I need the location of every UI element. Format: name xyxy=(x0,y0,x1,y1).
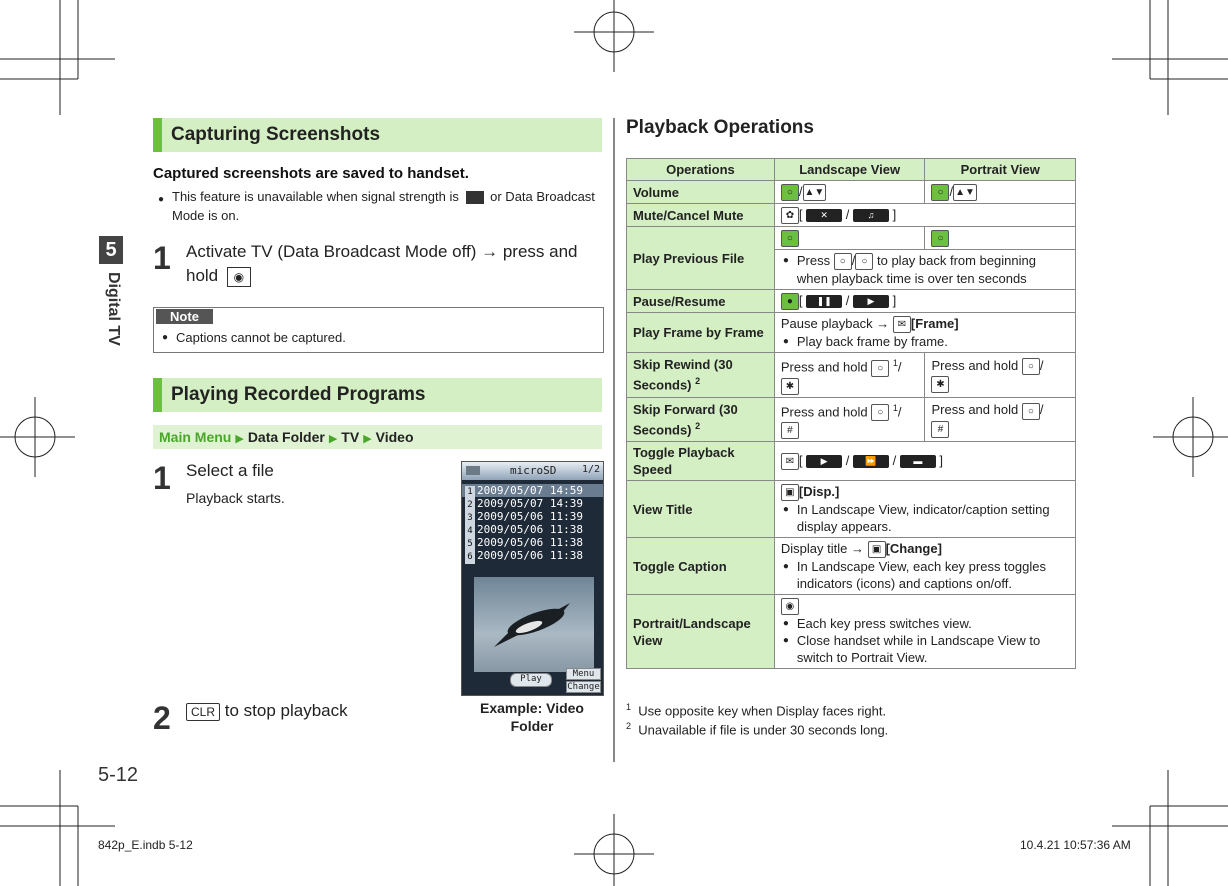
speaker-icon: ♫ xyxy=(853,209,889,222)
menu-softkey[interactable]: Menu xyxy=(566,668,601,680)
list-item[interactable]: 1 2009/05/07 14:59 xyxy=(462,484,603,497)
page-number: 5-12 xyxy=(98,764,139,786)
phone-title-bar: microSD 1/2 xyxy=(462,462,603,480)
playback-operations-table xyxy=(626,158,1076,669)
nav-key-icon: ○ xyxy=(1022,403,1040,420)
note-text: ● Captions cannot be captured. xyxy=(160,328,609,347)
asterisk-key-icon: ✱ xyxy=(781,378,799,395)
capture-step-text: Activate TV (Data Broadcast Mode off) → press and hold ◉ xyxy=(186,242,578,285)
tv-key-icon: ✿ xyxy=(781,207,799,224)
nav-key-icon: ○ xyxy=(781,184,799,201)
table-row: Play Frame by Frame Pause playback → ✉ [Frame] ● Play back frame by frame. xyxy=(627,313,1076,353)
asterisk-key-icon: ✱ xyxy=(931,376,949,393)
breadcrumb-data-folder: Data Folder xyxy=(247,429,325,445)
list-item[interactable]: 5 2009/05/06 11:38 xyxy=(462,536,603,549)
table-row: Skip Forward (30 Seconds) $^2$ Press and hold ○ $^1$/ # Press and hold ○ / # xyxy=(627,397,1076,441)
mail-key-icon: ✉ xyxy=(893,316,911,333)
breadcrumb-video: Video xyxy=(375,429,414,445)
hash-key-icon: # xyxy=(931,421,949,438)
camera-key-icon: ◉ xyxy=(781,598,799,615)
table-header-row xyxy=(627,159,1076,181)
table-row: Portrait/Landscape View ◉ ● Each key press switches view. ● Close handset while in Landscape View to switch to Portrait View. xyxy=(627,595,1076,669)
side-key-icon: ▲▼ xyxy=(803,184,827,201)
nav-key-icon: ○ xyxy=(871,404,889,421)
col-portrait: Portrait View xyxy=(925,159,1076,181)
nav-key-icon: ○ xyxy=(781,230,799,247)
side-key-icon: ▲▼ xyxy=(953,184,977,201)
video-preview xyxy=(474,577,594,672)
no-signal-icon xyxy=(466,191,484,204)
table-row: Toggle Caption Display title → ▣ [Change] ● In Landscape View, each key press toggles indicators (icons) and captions on/off. xyxy=(627,538,1076,595)
table-row: ● Press ○ / ○ to play back from beginning when playback time is over ten seconds xyxy=(627,250,1076,290)
tv-key-icon: ▣ xyxy=(868,541,886,558)
hash-key-icon: # xyxy=(781,422,799,439)
change-softkey[interactable]: Change xyxy=(567,682,600,692)
table-row: Toggle Playback Speed ✉ [ ▶ / ⏩ / ▬ ] xyxy=(627,442,1076,481)
penguin-image xyxy=(474,577,594,672)
capture-step-number: 1 xyxy=(153,240,171,276)
table-row: Volume ○ / ▲▼ ○ / ▲▼ xyxy=(627,181,1076,204)
tv-key-icon: ▣ xyxy=(781,484,799,501)
nav-key-icon: ○ xyxy=(834,253,852,270)
camera-key-icon: ◉ xyxy=(227,267,251,287)
chapter-number: 5 xyxy=(99,236,123,264)
folder-icon xyxy=(466,466,480,475)
screenshot-caption: Example: Video Folder xyxy=(479,700,584,734)
note-label: Note xyxy=(156,309,213,324)
playback-heading: Playback Operations xyxy=(626,117,814,138)
note-box xyxy=(153,307,604,353)
section-heading-capturing: Capturing Screenshots xyxy=(153,118,602,152)
print-info-left: 842p_E.indb 5-12 xyxy=(98,838,193,852)
table-row: Mute/Cancel Mute ✿ [ ✕ / ♫ ] xyxy=(627,204,1076,227)
breadcrumb-main-menu: Main Menu xyxy=(159,429,232,445)
capturing-lead: Captured screenshots are saved to handset. xyxy=(153,165,469,182)
capturing-bullet: This feature is unavailable when signal strength is or Data Broadcast Mode is on. xyxy=(172,189,595,223)
list-item[interactable]: 4 2009/05/06 11:38 xyxy=(462,523,603,536)
footnote-1: $^1$ Use opposite key when Display faces right. xyxy=(626,702,887,719)
mail-key-icon: ✉ xyxy=(781,453,799,470)
nav-key-icon: ○ xyxy=(871,360,889,377)
mute-icon: ✕ xyxy=(806,209,842,222)
breadcrumb: Main Menu ▶ Data Folder ▶ TV ▶ Video xyxy=(153,425,602,449)
pause-icon: ❚❚ xyxy=(806,295,842,308)
col-operations: Operations xyxy=(627,159,775,181)
nav-key-icon: ○ xyxy=(931,184,949,201)
table-row: Pause/Resume ● [ ❚❚ / ▶ ] xyxy=(627,290,1076,313)
col-landscape: Landscape View xyxy=(774,159,925,181)
section-heading-playing: Playing Recorded Programs xyxy=(153,378,602,412)
table-row: View Title ▣ [Disp.] ● In Landscape View, indicator/caption setting display appears. xyxy=(627,481,1076,538)
nav-key-icon: ○ xyxy=(1022,358,1040,375)
play-icon: ▶ xyxy=(806,455,842,468)
slow-play-icon: ▬ xyxy=(900,455,936,468)
chapter-title: Digital TV xyxy=(105,272,122,346)
footnote-2: $^2$ Unavailable if file is under 30 seconds long. xyxy=(626,721,889,738)
play-step1-number: 1 xyxy=(153,460,171,496)
clr-key-icon: CLR xyxy=(186,703,220,721)
nav-key-icon: ○ xyxy=(855,253,873,270)
nav-key-icon: ○ xyxy=(931,230,949,247)
list-item[interactable]: 6 2009/05/06 11:38 xyxy=(462,549,603,562)
play-step2-number: 2 xyxy=(153,700,171,736)
list-item[interactable]: 3 2009/05/06 11:39 xyxy=(462,510,603,523)
breadcrumb-tv: TV xyxy=(341,429,360,445)
table-row: Skip Rewind (30 Seconds) $^2$ Press and hold ○ $^1$/ ✱ Press and hold ○ / ✱ xyxy=(627,353,1076,397)
fast-play-icon: ⏩ xyxy=(853,455,889,468)
play-step2-text: CLR to stop playback xyxy=(186,699,348,723)
table-row: Play Previous File ○ ○ xyxy=(627,227,1076,250)
center-key-icon: ● xyxy=(781,293,799,310)
play-step1-text: Select a file xyxy=(186,461,274,480)
phone-screenshot xyxy=(461,461,604,696)
list-item[interactable]: 2 2009/05/07 14:39 xyxy=(462,497,603,510)
print-info-right: 10.4.21 10:57:36 AM xyxy=(1020,838,1131,852)
play-softkey[interactable]: Play xyxy=(510,673,552,687)
play-icon: ▶ xyxy=(853,295,889,308)
play-step1-sub: Playback starts. xyxy=(186,490,285,506)
